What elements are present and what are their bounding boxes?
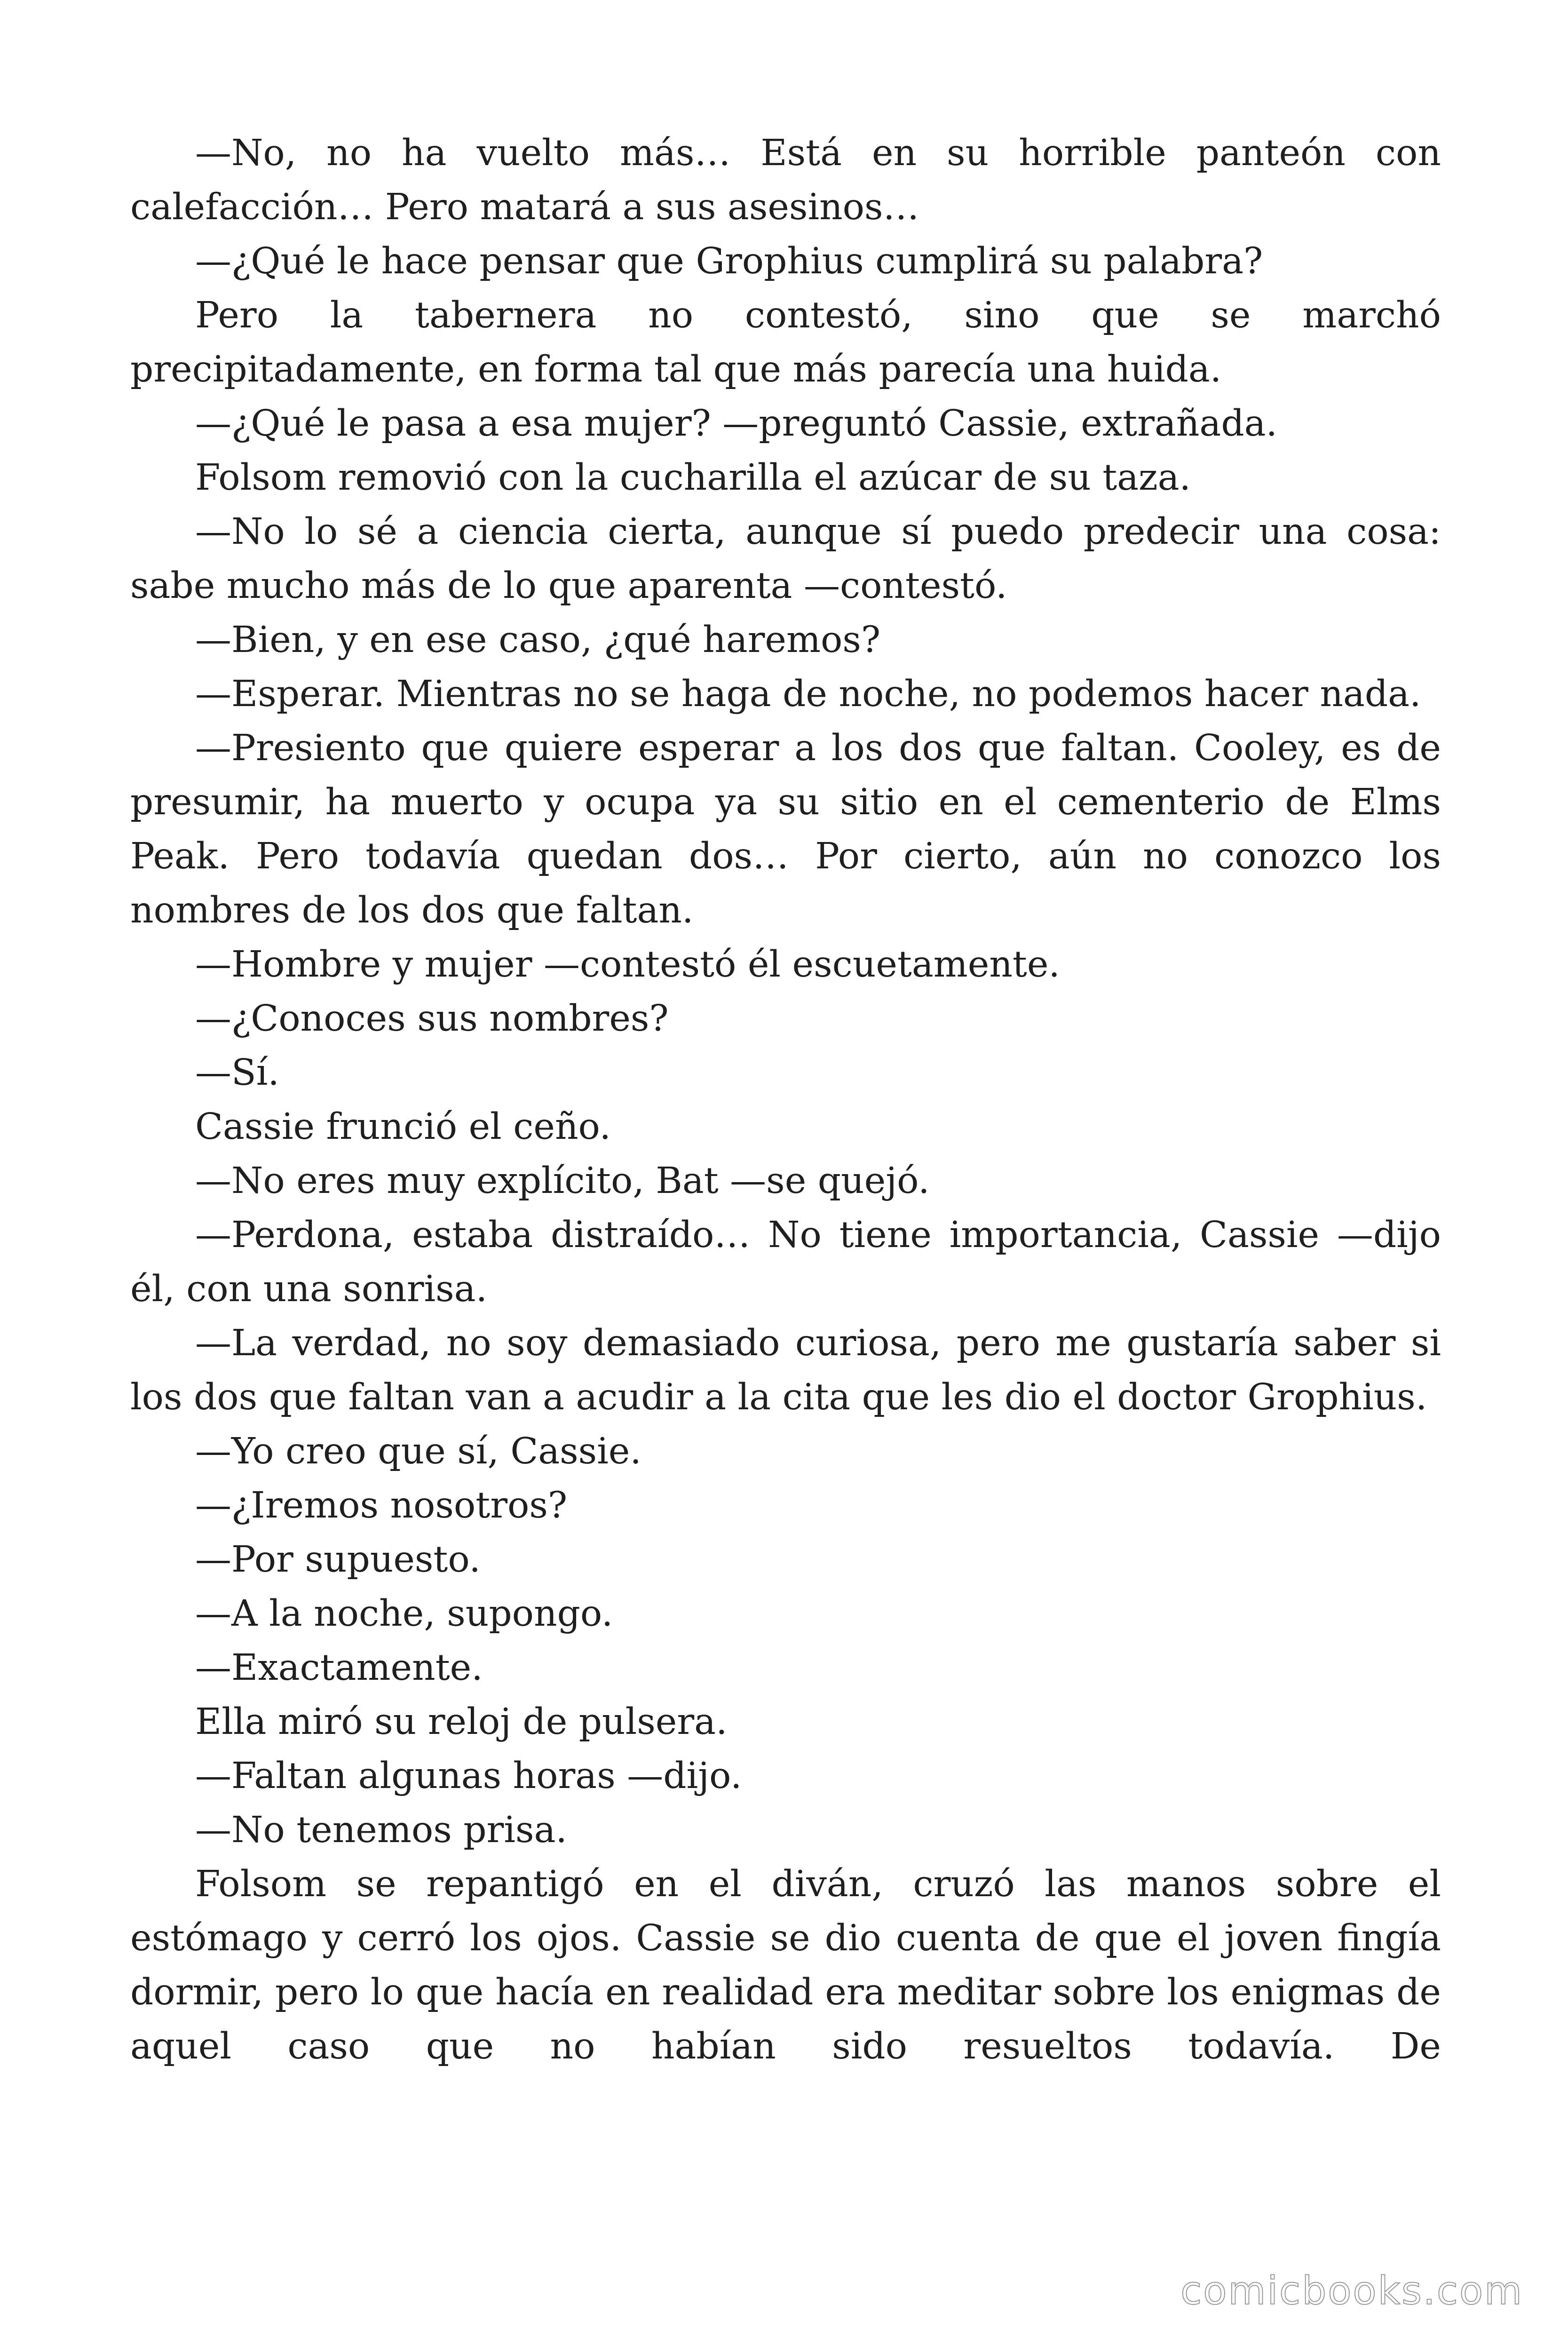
- paragraph: —Presiento que quiere esperar a los dos que faltan. Cooley, es de presumir, ha muerto y ocupa ya su sitio en el cementerio de Elms Peak. Pero todavía quedan dos… Por cierto, aún no conozco los nombres de los dos que faltan.: [130, 727, 1441, 931]
- paragraph: —Sí.: [195, 1052, 279, 1094]
- paragraph: —¿Qué le hace pensar que Grophius cumplirá su palabra?: [195, 240, 1263, 282]
- paragraph: —A la noche, supongo.: [195, 1593, 613, 1635]
- paragraph: —Hombre y mujer —contestó él escuetamente.: [195, 944, 1060, 985]
- watermark: comicbooks.com: [1180, 2269, 1523, 2313]
- paragraph: —No tenemos prisa.: [195, 1809, 567, 1851]
- paragraph: —Faltan algunas horas —dijo.: [195, 1755, 742, 1797]
- paragraph: —No eres muy explícito, Bat —se quejó.: [195, 1160, 930, 1202]
- paragraph: Ella miró su reloj de pulsera.: [195, 1701, 728, 1743]
- paragraph: —Esperar. Mientras no se haga de noche, no podemos hacer nada.: [195, 673, 1421, 715]
- paragraph: Cassie frunció el ceño.: [195, 1106, 611, 1148]
- paragraph: —¿Qué le pasa a esa mujer? —preguntó Cassie, extrañada.: [195, 403, 1278, 445]
- paragraph: —¿Iremos nosotros?: [195, 1485, 568, 1526]
- paragraph: Pero la tabernera no contestó, sino que se marchó precipitadamente, en forma tal que más parecía una huida.: [130, 294, 1441, 390]
- paragraph: —Perdona, estaba distraído… No tiene importancia, Cassie —dijo él, con una sonrisa.: [130, 1214, 1441, 1310]
- paragraph: Folsom removió con la cucharilla el azúcar de su taza.: [195, 457, 1191, 499]
- paragraph: —Yo creo que sí, Cassie.: [195, 1430, 641, 1472]
- paragraph: —Exactamente.: [195, 1647, 483, 1689]
- paragraph: —No lo sé a ciencia cierta, aunque sí puedo predecir una cosa: sabe mucho más de lo que aparenta —contestó.: [130, 511, 1441, 607]
- paragraph: —No, no ha vuelto más… Está en su horrible panteón con calefacción… Pero matará a sus asesinos…: [130, 132, 1441, 228]
- paragraph: —Bien, y en ese caso, ¿qué haremos?: [195, 619, 881, 661]
- book-page-text: [130, 126, 1441, 2074]
- paragraph: Folsom se repantigó en el diván, cruzó las manos sobre el estómago y cerró los ojos. Cassie se dio cuenta de que el joven fingía dormir, pero lo que hacía en realidad era meditar sobre los enigmas de aquel caso que no habían sido resueltos todavía. De: [130, 1863, 1441, 2067]
- paragraph: —Por supuesto.: [195, 1539, 481, 1581]
- paragraph: —La verdad, no soy demasiado curiosa, pero me gustaría saber si los dos que faltan van a acudir a la cita que les dio el doctor Grophius.: [130, 1322, 1441, 1418]
- paragraph: —¿Conoces sus nombres?: [195, 998, 669, 1040]
